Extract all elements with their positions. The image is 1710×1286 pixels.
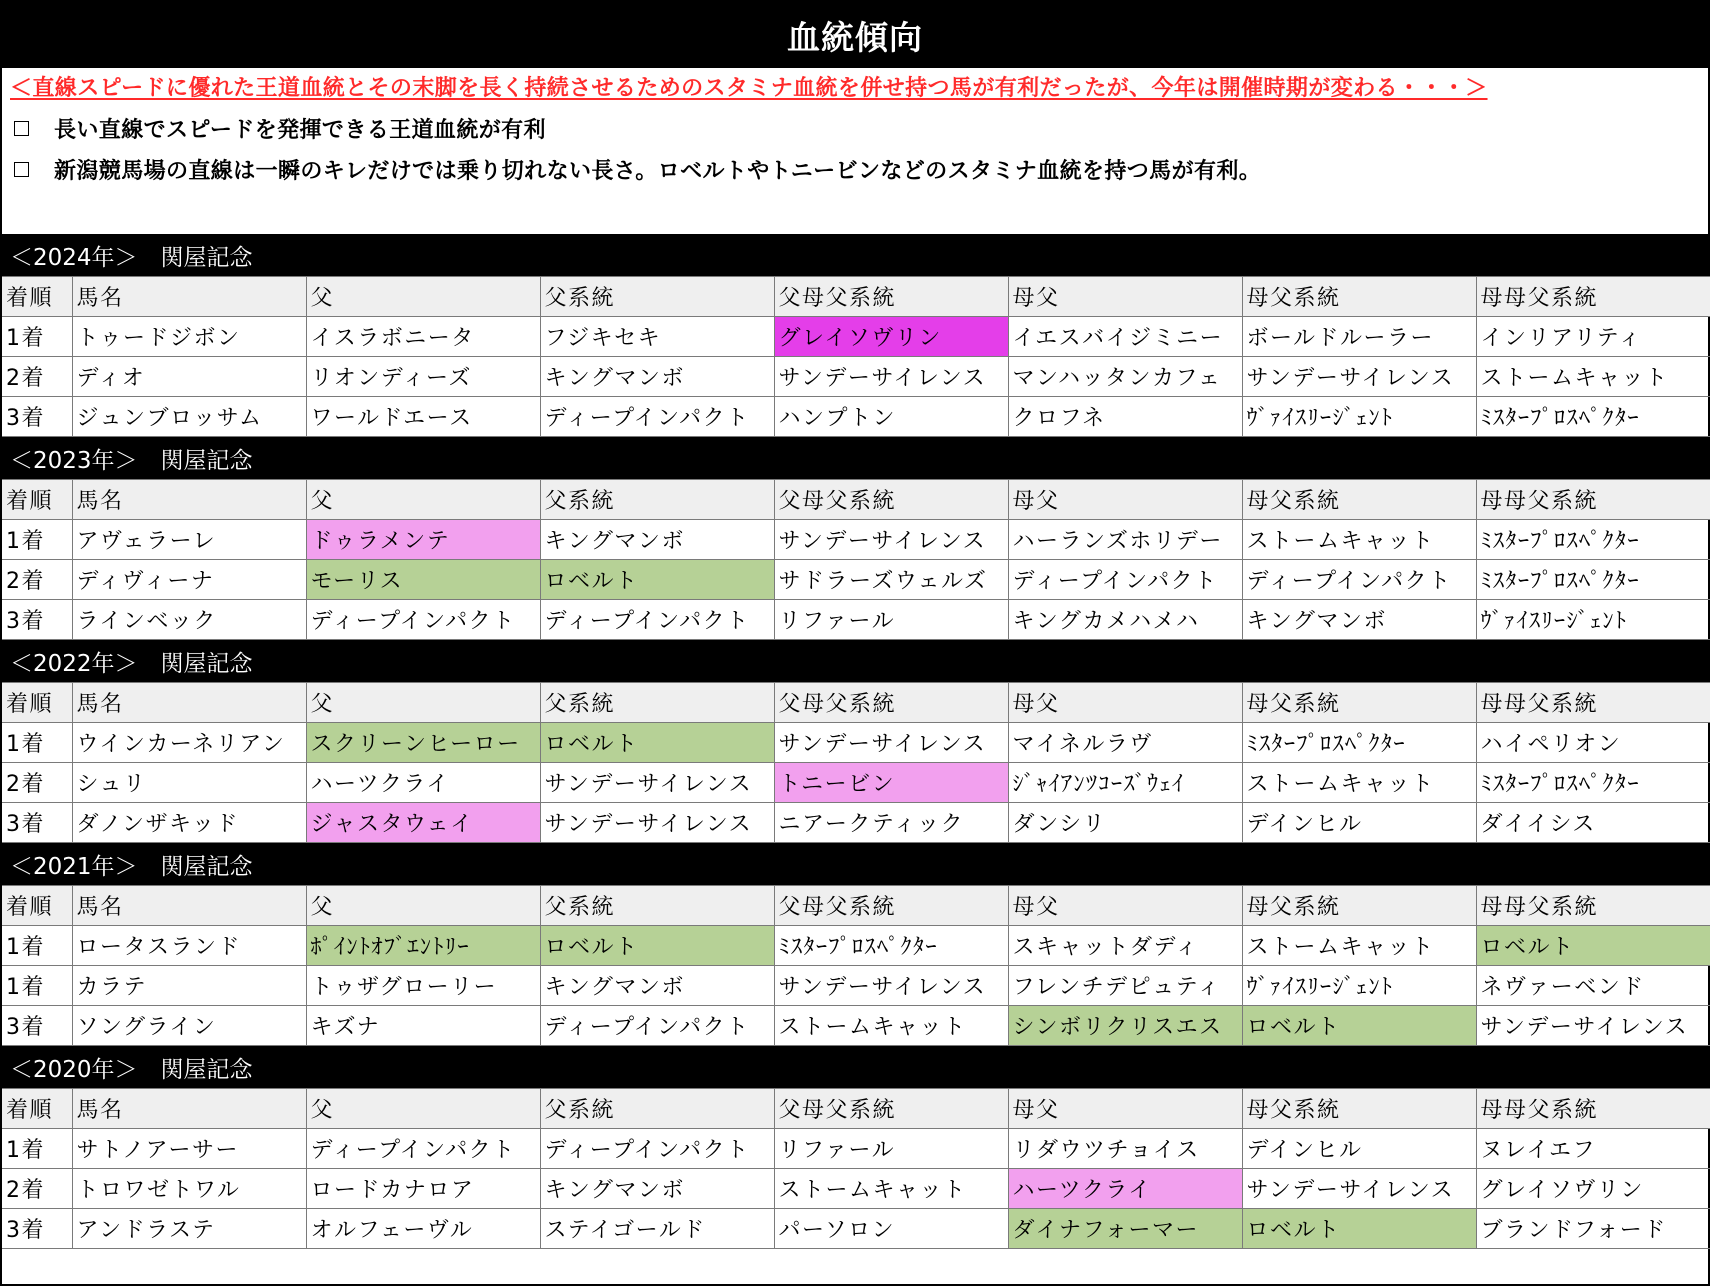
column-header-dam-dam-sire-line: 母母父系統: [1476, 683, 1710, 723]
cell-sire-line: ロベルト: [540, 926, 774, 966]
column-header-dam-sire: 母父: [1008, 480, 1242, 520]
bullet-text: 長い直線でスピードを発揮できる王道血統が有利: [54, 118, 546, 143]
cell-sire-dam-sire-line: サンデーサイレンス: [774, 357, 1008, 397]
column-header-dam-sire: 母父: [1008, 1089, 1242, 1129]
cell-dam-dam-sire-line: サンデーサイレンス: [1476, 1006, 1710, 1046]
cell-horse-name: ソングライン: [72, 1006, 306, 1046]
table-row: [2, 1006, 1710, 1046]
table-row: [2, 600, 1710, 640]
cell-sire-dam-sire-line: パーソロン: [774, 1209, 1008, 1249]
column-header-sire: 父: [306, 480, 540, 520]
cell-horse-name: ディヴィーナ: [72, 560, 306, 600]
table-header-row: [2, 683, 1710, 723]
cell-sire-dam-sire-line: ニアークティック: [774, 803, 1008, 843]
cell-sire: オルフェーヴル: [306, 1209, 540, 1249]
cell-sire: ワールドエース: [306, 397, 540, 437]
cell-sire: スクリーンヒーロー: [306, 723, 540, 763]
cell-dam-sire: ダイナフォーマー: [1008, 1209, 1242, 1249]
column-header-dam-sire-line: 母父系統: [1242, 886, 1476, 926]
column-header-horse-name: 馬名: [72, 683, 306, 723]
cell-sire: イスラボニータ: [306, 317, 540, 357]
column-header-dam-dam-sire-line: 母母父系統: [1476, 277, 1710, 317]
column-header-sire-dam-sire-line: 父母父系統: [774, 277, 1008, 317]
checkbox-icon: [14, 121, 29, 136]
column-header-sire-dam-sire-line: 父母父系統: [774, 683, 1008, 723]
page-title: 血統傾向: [2, 2, 1708, 68]
column-header-sire-line: 父系統: [540, 1089, 774, 1129]
cell-horse-name: アヴェラーレ: [72, 520, 306, 560]
table-row: [2, 357, 1710, 397]
headline-text: ＜直線スピードに優れた王道血統とその末脚を長く持続させるためのスタミナ血統を併せ持つ馬が有利だったが、今年は開催時期が変わる・・・＞: [10, 76, 1488, 101]
cell-dam-sire: マイネルラヴ: [1008, 723, 1242, 763]
bullet-item: [10, 108, 1700, 149]
column-header-horse-name: 馬名: [72, 1089, 306, 1129]
results-table: [2, 885, 1710, 1046]
cell-dam-sire: クロフネ: [1008, 397, 1242, 437]
bullet-text: 新潟競馬場の直線は一瞬のキレだけでは乗り切れない長さ。ロベルトやトニービンなどのスタミナ血統を持つ馬が有利。: [54, 159, 1262, 184]
cell-dam-sire-line: ロベルト: [1242, 1209, 1476, 1249]
column-header-sire: 父: [306, 1089, 540, 1129]
table-row: [2, 317, 1710, 357]
cell-sire-line: キングマンボ: [540, 966, 774, 1006]
table-row: [2, 397, 1710, 437]
race-results: [2, 234, 1708, 1249]
cell-finish: 3着: [2, 1209, 72, 1249]
cell-sire: キズナ: [306, 1006, 540, 1046]
column-header-dam-sire-line: 母父系統: [1242, 480, 1476, 520]
section-header: ＜2020年＞ 関屋記念: [2, 1046, 1708, 1088]
cell-dam-dam-sire-line: ﾐｽﾀｰﾌﾟﾛｽﾍﾟｸﾀｰ: [1476, 397, 1710, 437]
cell-sire-dam-sire-line: ﾐｽﾀｰﾌﾟﾛｽﾍﾟｸﾀｰ: [774, 926, 1008, 966]
cell-dam-sire-line: ロベルト: [1242, 1006, 1476, 1046]
cell-finish: 3着: [2, 1006, 72, 1046]
column-header-sire: 父: [306, 683, 540, 723]
column-header-sire-dam-sire-line: 父母父系統: [774, 1089, 1008, 1129]
cell-dam-sire: リダウツチョイス: [1008, 1129, 1242, 1169]
table-row: [2, 1209, 1710, 1249]
cell-dam-sire: フレンチデピュティ: [1008, 966, 1242, 1006]
cell-horse-name: トロワゼトワル: [72, 1169, 306, 1209]
column-header-finish: 着順: [2, 683, 72, 723]
column-header-finish: 着順: [2, 480, 72, 520]
table-row: [2, 926, 1710, 966]
results-table: [2, 1088, 1710, 1249]
column-header-sire-dam-sire-line: 父母父系統: [774, 886, 1008, 926]
cell-sire-line: ディープインパクト: [540, 600, 774, 640]
cell-dam-dam-sire-line: グレイソヴリン: [1476, 1169, 1710, 1209]
column-header-dam-sire-line: 母父系統: [1242, 683, 1476, 723]
cell-finish: 3着: [2, 803, 72, 843]
results-table: [2, 479, 1710, 640]
cell-horse-name: ラインベック: [72, 600, 306, 640]
cell-sire: モーリス: [306, 560, 540, 600]
cell-dam-dam-sire-line: ヌレイエフ: [1476, 1129, 1710, 1169]
table-header-row: [2, 480, 1710, 520]
cell-horse-name: ダノンザキッド: [72, 803, 306, 843]
cell-finish: 1着: [2, 966, 72, 1006]
cell-dam-dam-sire-line: ハイペリオン: [1476, 723, 1710, 763]
cell-horse-name: アンドラステ: [72, 1209, 306, 1249]
cell-finish: 1着: [2, 520, 72, 560]
cell-dam-sire-line: ストームキャット: [1242, 926, 1476, 966]
column-header-sire: 父: [306, 277, 540, 317]
section-header: ＜2024年＞ 関屋記念: [2, 234, 1708, 276]
column-header-horse-name: 馬名: [72, 277, 306, 317]
column-header-sire-line: 父系統: [540, 886, 774, 926]
cell-sire-line: キングマンボ: [540, 357, 774, 397]
cell-dam-sire: シンボリクリスエス: [1008, 1006, 1242, 1046]
column-header-horse-name: 馬名: [72, 480, 306, 520]
cell-dam-sire-line: ｳﾞｧｲｽﾘｰｼﾞｪﾝﾄ: [1242, 966, 1476, 1006]
cell-sire-line: ステイゴールド: [540, 1209, 774, 1249]
column-header-dam-dam-sire-line: 母母父系統: [1476, 1089, 1710, 1129]
cell-sire-line: ディープインパクト: [540, 1129, 774, 1169]
column-header-finish: 着順: [2, 277, 72, 317]
table-row: [2, 520, 1710, 560]
cell-dam-dam-sire-line: ダイイシス: [1476, 803, 1710, 843]
column-header-sire-line: 父系統: [540, 683, 774, 723]
column-header-dam-sire: 母父: [1008, 886, 1242, 926]
cell-sire-dam-sire-line: リファール: [774, 600, 1008, 640]
cell-horse-name: ディオ: [72, 357, 306, 397]
cell-sire-dam-sire-line: グレイソヴリン: [774, 317, 1008, 357]
table-row: [2, 1169, 1710, 1209]
cell-dam-sire: ディープインパクト: [1008, 560, 1242, 600]
column-header-finish: 着順: [2, 886, 72, 926]
cell-sire: ハーツクライ: [306, 763, 540, 803]
column-header-sire-line: 父系統: [540, 480, 774, 520]
cell-dam-dam-sire-line: ﾐｽﾀｰﾌﾟﾛｽﾍﾟｸﾀｰ: [1476, 560, 1710, 600]
table-row: [2, 1129, 1710, 1169]
cell-finish: 3着: [2, 397, 72, 437]
table-row: [2, 560, 1710, 600]
cell-sire-line: フジキセキ: [540, 317, 774, 357]
column-header-dam-sire: 母父: [1008, 683, 1242, 723]
cell-sire-line: サンデーサイレンス: [540, 763, 774, 803]
cell-dam-dam-sire-line: インリアリティ: [1476, 317, 1710, 357]
cell-sire-dam-sire-line: サドラーズウェルズ: [774, 560, 1008, 600]
column-header-dam-dam-sire-line: 母母父系統: [1476, 886, 1710, 926]
cell-finish: 2着: [2, 560, 72, 600]
cell-finish: 1着: [2, 926, 72, 966]
cell-horse-name: シュリ: [72, 763, 306, 803]
cell-dam-sire-line: ディープインパクト: [1242, 560, 1476, 600]
cell-sire: ジャスタウェイ: [306, 803, 540, 843]
cell-dam-dam-sire-line: ﾐｽﾀｰﾌﾟﾛｽﾍﾟｸﾀｰ: [1476, 763, 1710, 803]
table-header-row: [2, 277, 1710, 317]
bullet-item: [10, 149, 1700, 190]
cell-horse-name: ジュンブロッサム: [72, 397, 306, 437]
cell-sire: ディープインパクト: [306, 1129, 540, 1169]
cell-sire: ﾎﾟｲﾝﾄｵﾌﾞｴﾝﾄﾘｰ: [306, 926, 540, 966]
cell-finish: 1着: [2, 1129, 72, 1169]
cell-finish: 1着: [2, 723, 72, 763]
cell-finish: 1着: [2, 317, 72, 357]
cell-dam-sire: スキャットダディ: [1008, 926, 1242, 966]
column-header-dam-dam-sire-line: 母母父系統: [1476, 480, 1710, 520]
cell-finish: 2着: [2, 1169, 72, 1209]
cell-dam-sire-line: デインヒル: [1242, 1129, 1476, 1169]
cell-horse-name: ロータスランド: [72, 926, 306, 966]
cell-sire-line: キングマンボ: [540, 1169, 774, 1209]
cell-sire-dam-sire-line: トニービン: [774, 763, 1008, 803]
cell-dam-sire: ダンシリ: [1008, 803, 1242, 843]
cell-horse-name: トゥードジボン: [72, 317, 306, 357]
column-header-sire: 父: [306, 886, 540, 926]
cell-sire-dam-sire-line: サンデーサイレンス: [774, 520, 1008, 560]
cell-sire-line: ロベルト: [540, 560, 774, 600]
cell-dam-sire-line: ｳﾞｧｲｽﾘｰｼﾞｪﾝﾄ: [1242, 397, 1476, 437]
column-header-dam-sire: 母父: [1008, 277, 1242, 317]
table-row: [2, 763, 1710, 803]
intro-section: [2, 68, 1708, 234]
cell-sire: ドゥラメンテ: [306, 520, 540, 560]
column-header-sire-dam-sire-line: 父母父系統: [774, 480, 1008, 520]
cell-dam-sire-line: ﾐｽﾀｰﾌﾟﾛｽﾍﾟｸﾀｰ: [1242, 723, 1476, 763]
results-table: [2, 682, 1710, 843]
cell-sire-dam-sire-line: サンデーサイレンス: [774, 966, 1008, 1006]
cell-sire: ロードカナロア: [306, 1169, 540, 1209]
table-row: [2, 966, 1710, 1006]
cell-dam-dam-sire-line: ﾐｽﾀｰﾌﾟﾛｽﾍﾟｸﾀｰ: [1476, 520, 1710, 560]
checkbox-icon: [14, 162, 29, 177]
results-table: [2, 276, 1710, 437]
cell-dam-sire: ハーランズホリデー: [1008, 520, 1242, 560]
section-header: ＜2022年＞ 関屋記念: [2, 640, 1708, 682]
cell-dam-sire: ハーツクライ: [1008, 1169, 1242, 1209]
cell-dam-sire-line: ストームキャット: [1242, 763, 1476, 803]
section-header: ＜2021年＞ 関屋記念: [2, 843, 1708, 885]
cell-dam-dam-sire-line: ロベルト: [1476, 926, 1710, 966]
cell-dam-sire: イエスバイジミニー: [1008, 317, 1242, 357]
column-header-dam-sire-line: 母父系統: [1242, 1089, 1476, 1129]
cell-dam-dam-sire-line: ネヴァーベンド: [1476, 966, 1710, 1006]
cell-dam-dam-sire-line: ｳﾞｧｲｽﾘｰｼﾞｪﾝﾄ: [1476, 600, 1710, 640]
table-row: [2, 723, 1710, 763]
cell-dam-sire: マンハッタンカフェ: [1008, 357, 1242, 397]
cell-sire-line: キングマンボ: [540, 520, 774, 560]
section-header: ＜2023年＞ 関屋記念: [2, 437, 1708, 479]
column-header-sire-line: 父系統: [540, 277, 774, 317]
cell-dam-sire-line: ストームキャット: [1242, 520, 1476, 560]
cell-sire-dam-sire-line: ストームキャット: [774, 1169, 1008, 1209]
cell-sire-line: ディープインパクト: [540, 397, 774, 437]
column-header-horse-name: 馬名: [72, 886, 306, 926]
column-header-finish: 着順: [2, 1089, 72, 1129]
cell-dam-sire: キングカメハメハ: [1008, 600, 1242, 640]
cell-finish: 3着: [2, 600, 72, 640]
cell-sire-line: ディープインパクト: [540, 1006, 774, 1046]
cell-sire: リオンディーズ: [306, 357, 540, 397]
cell-sire: トゥザグローリー: [306, 966, 540, 1006]
cell-sire-dam-sire-line: ストームキャット: [774, 1006, 1008, 1046]
cell-sire-line: サンデーサイレンス: [540, 803, 774, 843]
cell-dam-sire-line: ボールドルーラー: [1242, 317, 1476, 357]
cell-sire-dam-sire-line: ハンプトン: [774, 397, 1008, 437]
cell-dam-sire-line: サンデーサイレンス: [1242, 1169, 1476, 1209]
cell-dam-dam-sire-line: ブランドフォード: [1476, 1209, 1710, 1249]
cell-finish: 2着: [2, 763, 72, 803]
cell-finish: 2着: [2, 357, 72, 397]
cell-sire-dam-sire-line: リファール: [774, 1129, 1008, 1169]
cell-horse-name: サトノアーサー: [72, 1129, 306, 1169]
table-header-row: [2, 886, 1710, 926]
table-header-row: [2, 1089, 1710, 1129]
cell-dam-sire-line: サンデーサイレンス: [1242, 357, 1476, 397]
cell-sire: ディープインパクト: [306, 600, 540, 640]
cell-sire-line: ロベルト: [540, 723, 774, 763]
cell-dam-sire-line: デインヒル: [1242, 803, 1476, 843]
cell-dam-sire-line: キングマンボ: [1242, 600, 1476, 640]
cell-horse-name: カラテ: [72, 966, 306, 1006]
cell-dam-sire: ｼﾞｬｲｱﾝﾂｺｰｽﾞｳｪｲ: [1008, 763, 1242, 803]
cell-horse-name: ウインカーネリアン: [72, 723, 306, 763]
column-header-dam-sire-line: 母父系統: [1242, 277, 1476, 317]
cell-dam-dam-sire-line: ストームキャット: [1476, 357, 1710, 397]
cell-sire-dam-sire-line: サンデーサイレンス: [774, 723, 1008, 763]
table-row: [2, 803, 1710, 843]
